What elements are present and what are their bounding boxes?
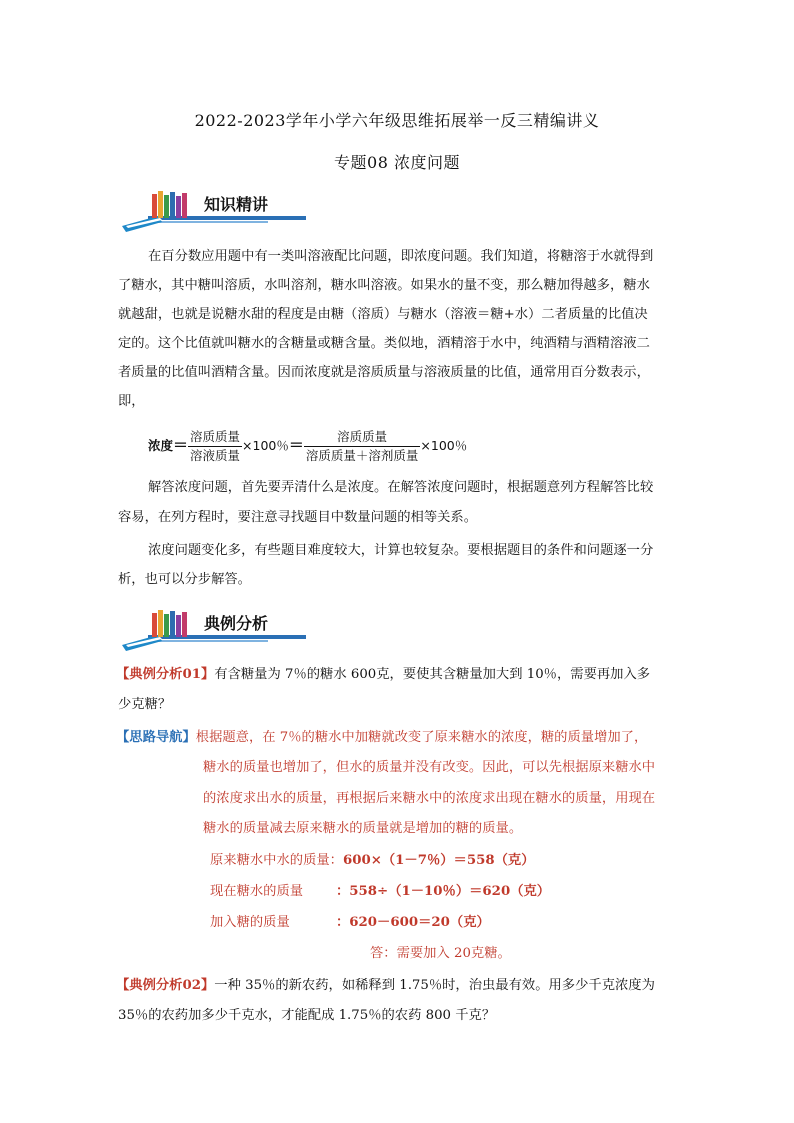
example-text: 一种 35％的新农药，如稀释到 1.75％时，治虫最有效。用多少千克浓度为 xyxy=(214,978,655,993)
example-1-line-1 xyxy=(116,660,650,689)
example-tag: 【典例分析01】 xyxy=(116,667,215,682)
formula-fraction-1 xyxy=(188,428,242,465)
guide-text: 根据题意，在 7％的糖水中加糖就改变了原来糖水的浓度，糖的质量增加了， xyxy=(195,730,648,745)
knowledge-line-4: 定的。这个比值就叫糖水的含糖量或糖含量。类似地，酒精溶于水中，纯酒精与酒精溶液二 xyxy=(118,336,650,351)
section-banner-examples xyxy=(118,605,308,653)
answer-text: 答：需要加入 20克糖。 xyxy=(370,946,511,961)
guide-line-3: 的浓度求出水的质量，再根据后来糖水中的浓度求出现在糖水的质量，用现在 xyxy=(203,791,656,806)
page-subtitle: 专题08 浓度问题 xyxy=(334,153,460,172)
formula-equals: ＝ xyxy=(288,436,304,454)
knowledge-line-3: 就越甜，也就是说糖水甜的程度是由糖（溶质）与糖水（溶液＝糖+水）二者质量的比值决 xyxy=(118,307,648,322)
method-line-2: 容易，在列方程时，要注意寻找题目中数量问题的相等关系。 xyxy=(118,510,478,525)
fraction-numerator: 溶质质量 xyxy=(304,428,421,447)
step-3 xyxy=(210,908,490,937)
step-label: 原来糖水中水的质量： xyxy=(210,853,343,868)
section-heading: 典例分析 xyxy=(204,614,269,633)
section-banner-knowledge xyxy=(118,186,308,234)
guide-line-4: 糖水的质量减去原来糖水的质量就是增加的糖的质量。 xyxy=(203,821,523,836)
formula-fraction-2 xyxy=(304,428,421,465)
step-label: 加入糖的质量 xyxy=(210,915,290,930)
step-1 xyxy=(210,846,535,875)
step-2 xyxy=(210,877,550,906)
step-expression: 600×（1－7％）＝558（克） xyxy=(342,853,535,868)
knowledge-line-2: 了糖水，其中糖叫溶质，水叫溶剂，糖水叫溶液。如果水的量不变，那么糖加得越多，糖水 xyxy=(118,278,650,293)
example-text: 有含糖量为 7％的糖水 600克，要使其含糖量加大到 10％，需要再加入多 xyxy=(214,667,651,682)
example-2-line-2: 35％的农药加多少千克水，才能配成 1.75％的农药 800 千克？ xyxy=(118,1008,496,1023)
tip-line-1: 浓度问题变化多，有些题目难度较大，计算也较复杂。要根据题目的条件和问题逐一分 xyxy=(148,543,654,558)
method-line-1: 解答浓度问题，首先要弄清什么是浓度。在解答浓度问题时，根据题意列方程解答比较 xyxy=(148,480,654,495)
example-tag: 【典例分析02】 xyxy=(116,978,215,993)
knowledge-line-5: 者质量的比值叫酒精含量。因而浓度就是溶质质量与溶液质量的比值，通常用百分数表示， xyxy=(118,365,650,380)
concentration-formula xyxy=(148,428,467,465)
guide-line-2: 糖水的质量也增加了，但水的质量并没有改变。因此，可以先根据原来糖水中 xyxy=(203,760,656,775)
section-heading: 知识精讲 xyxy=(204,195,269,214)
step-label: 现在糖水的质量 xyxy=(210,884,304,899)
tip-line-2: 析，也可以分步解答。 xyxy=(118,572,251,587)
example-2-line-1 xyxy=(116,971,655,1000)
guide-tag: 【思路导航】 xyxy=(116,730,196,745)
fraction-numerator: 溶质质量 xyxy=(188,428,242,447)
formula-lhs: 浓度 xyxy=(148,438,174,453)
knowledge-line-6: 即， xyxy=(118,394,145,409)
guide-line-1 xyxy=(116,723,647,752)
example-1-line-2: 少克糖？ xyxy=(118,697,172,712)
page-title: 2022-2023学年小学六年级思维拓展举一反三精编讲义 xyxy=(194,111,600,130)
step-expression: ：620－600＝20（克） xyxy=(336,915,490,930)
step-expression: ：558÷（1－10％）＝620（克） xyxy=(336,884,551,899)
formula-times: ×100％ xyxy=(420,438,468,453)
formula-times: ×100％ xyxy=(242,438,289,453)
knowledge-line-1: 在百分数应用题中有一类叫溶液配比问题，即浓度问题。我们知道，将糖溶于水就得到 xyxy=(148,249,654,264)
formula-equals: ＝ xyxy=(173,436,189,454)
fraction-denominator: 溶液质量 xyxy=(190,448,241,463)
fraction-denominator: 溶质质量＋溶剂质量 xyxy=(305,448,419,463)
